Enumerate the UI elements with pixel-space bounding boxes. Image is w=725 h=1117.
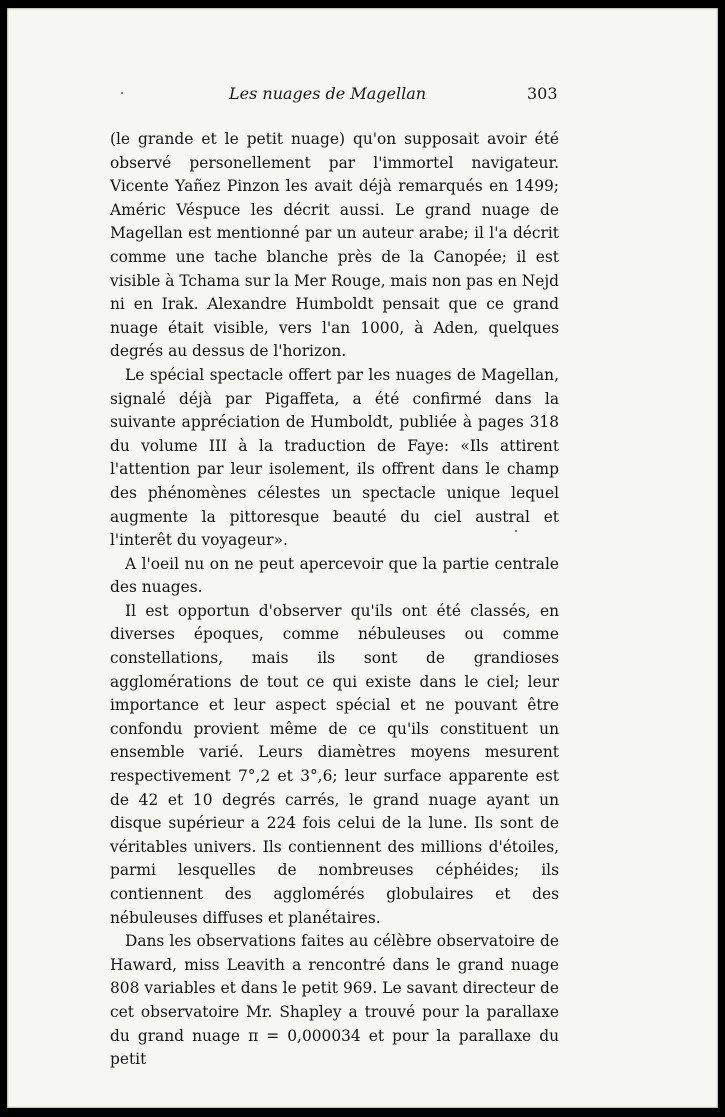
paragraph-4: Il est opportun d'observer qu'ils ont été classés, en diverses époques, comme nébuleuses ou comme constellations, mais ils sont de grandioses agglomérations de tout ce qui existe dans le ciel; leur importance et leur aspect spécial et ne pouvant être confondu provient même de ce qu'ils constituent un ensemble varié. Leurs diamètres moyens mesurent respectivement 7°,2 et 3°,6; leur surface apparente est de 42 et 10 degrés carrés, le grand nuage ayant un disque supérieur a 224 fois celui de la lune. Ils sont de véritables univers. Ils contiennent des millions d'étoiles, parmi lesquelles de nombreuses céphéides; ils contiennent des agglomérés globulaires et des nébuleuses diffuses et planétaires. bbox=[110, 601, 559, 927]
page-number: 303 bbox=[527, 84, 558, 103]
paragraph-3: A l'oeil nu on ne peut apercevoir que la partie centrale des nuages. bbox=[110, 554, 559, 597]
print-speck bbox=[121, 92, 123, 94]
paragraph-1: (le grande et le petit nuage) qu'on supposait avoir été observé personellement par l'immortel navigateur. Vicente Yañez Pinzon les avait déjà remarqués en 1499; Améric Véspuce les décrit aussi. Le grand nuage de Magellan est mentionné par un auteur arabe; il l'a décrit comme une tache blanche près de la Canopée; il est visible à Tchama sur la Mer Rouge, mais non pas en Nejd ni en Irak. Alexandre Humboldt pensait que ce grand nuage était visible, vers l'an 1000, à Aden, quelques degrés au dessus de l'horizon. bbox=[110, 130, 559, 361]
paragraph-2: Le spécial spectacle offert par les nuages de Magellan, signalé déjà par Pigaffeta, a été confirmé dans la suivante appréciation de Humboldt, publiée à pages 318 du volume III à la traduction de Faye: «Ils attirent l'attention par leur isolement, ils offrent dans le champ des phénomènes célestes un spectacle unique lequel augmente la pittoresque beauté du ciel austral et l'interêt du voyageur». bbox=[110, 365, 559, 550]
book-page bbox=[7, 8, 718, 1108]
running-header bbox=[7, 84, 718, 108]
body-text bbox=[110, 128, 559, 1072]
print-speck bbox=[515, 530, 517, 532]
running-title: Les nuages de Magellan bbox=[229, 84, 427, 103]
paragraph-5: Dans les observations faites au célèbre observatoire de Haward, miss Leavith a rencontré dans le grand nuage 808 variables et dans le petit 969. Le savant directeur de cet observatoire Mr. Shapley a trouvé pour la parallaxe du grand nuage π = 0,000034 et pour la parallaxe du petit bbox=[110, 932, 559, 1069]
